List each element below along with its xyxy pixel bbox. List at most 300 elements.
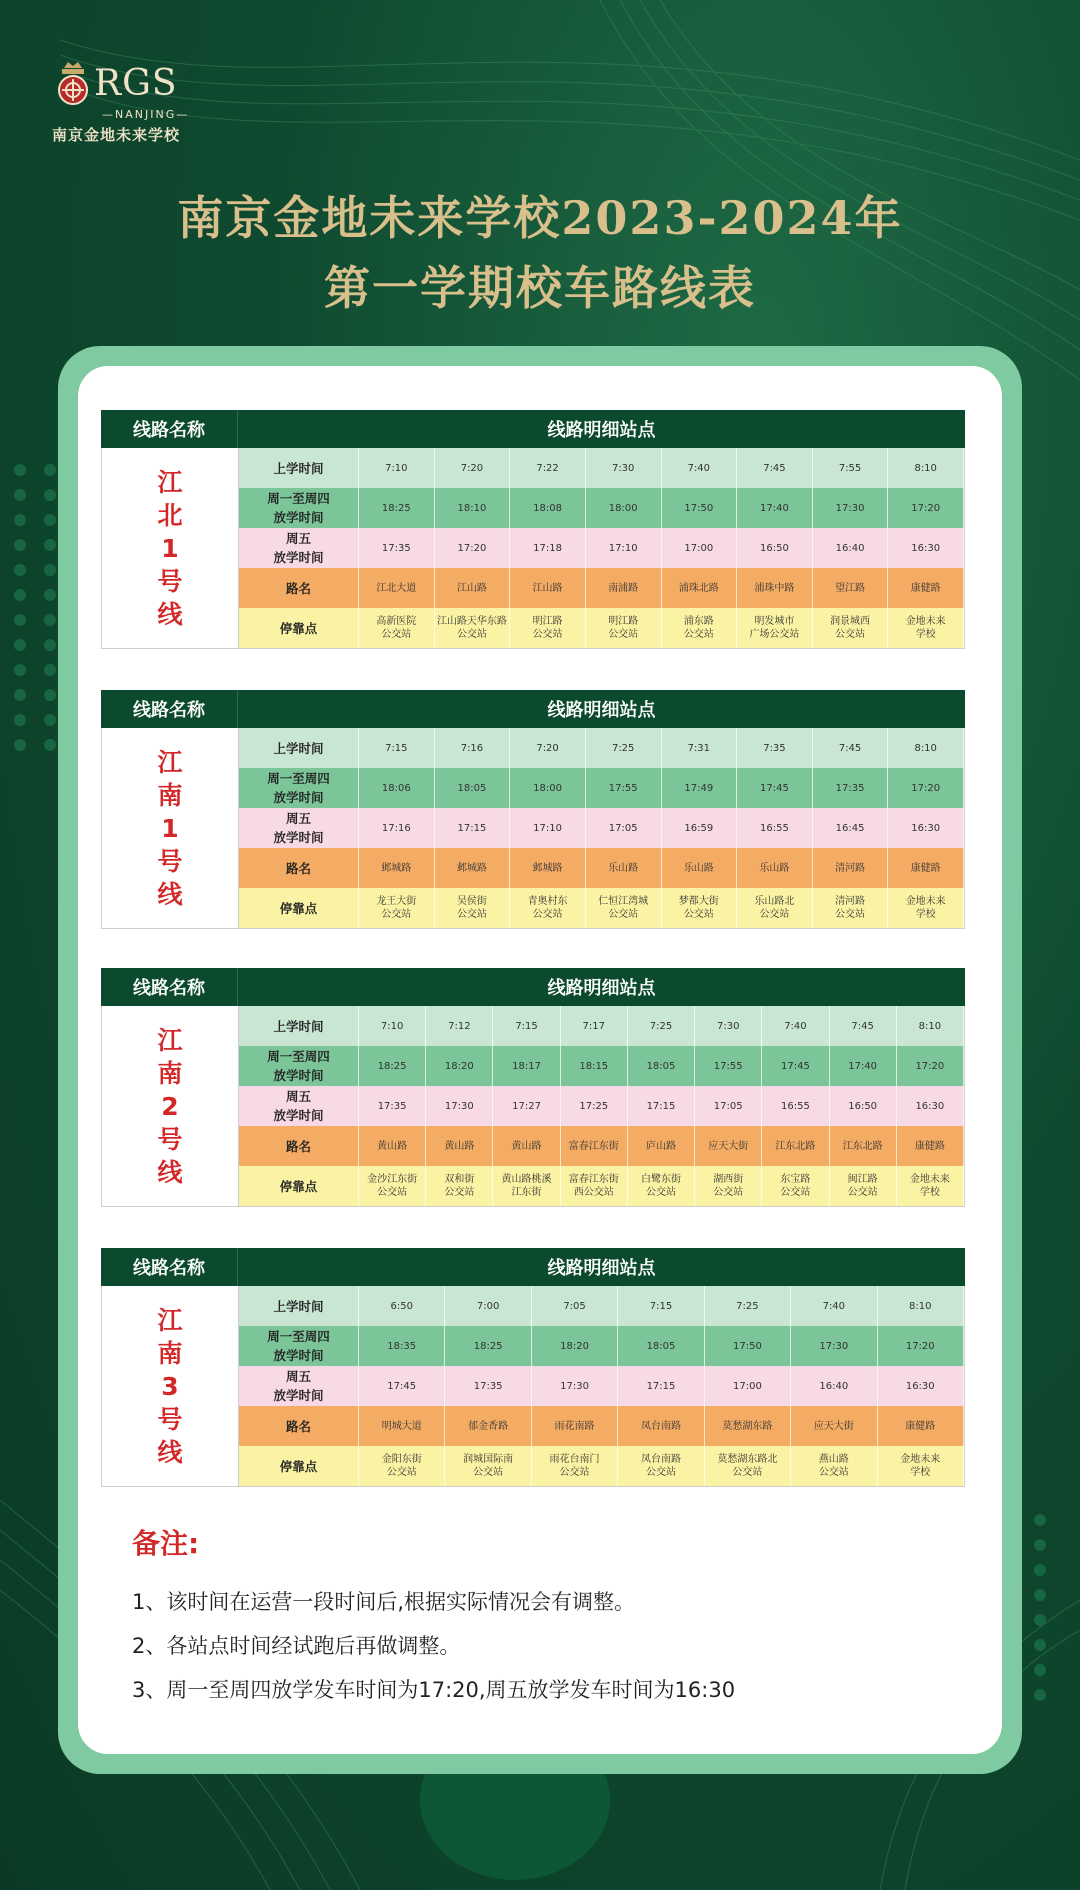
cell-line: 公交站 — [732, 1467, 763, 1478]
cell-stop — [695, 1166, 762, 1206]
row-label-text: 放学时间 — [273, 550, 324, 565]
cell-line: 清河路 — [835, 896, 866, 907]
cell-line: 学校 — [915, 909, 936, 920]
cell-up: 7:17 — [561, 1006, 628, 1046]
cell-up: 7:15 — [493, 1006, 560, 1046]
cell-up: 7:45 — [737, 448, 813, 488]
route-name-cell — [102, 728, 239, 928]
cell-road: 江北大道 — [359, 568, 435, 608]
cell-fr: 16:45 — [813, 808, 889, 848]
cell-line: 金沙江东街 — [367, 1174, 418, 1185]
cell-up: 7:55 — [813, 448, 889, 488]
cell-stop — [532, 1446, 618, 1486]
cell-fr: 17:35 — [359, 1086, 426, 1126]
cell-mt: 18:20 — [532, 1326, 618, 1366]
cell-stop — [435, 888, 511, 928]
cell-fr: 17:10 — [510, 808, 586, 848]
cell-line: 公交站 — [456, 629, 487, 640]
route-body — [101, 728, 965, 929]
cell-up: 7:15 — [359, 728, 435, 768]
cell-fr: 17:27 — [493, 1086, 560, 1126]
notes-title: 备注: — [132, 1527, 200, 1560]
cell-line: 公交站 — [835, 909, 866, 920]
cell-line: 金地未来 — [900, 1454, 941, 1465]
row-road — [239, 1406, 964, 1446]
route-header — [101, 410, 965, 448]
cell-road: 南浦路 — [586, 568, 662, 608]
cell-line: 浦东路 — [683, 616, 714, 627]
cell-up: 7:35 — [737, 728, 813, 768]
cell-fr: 17:05 — [586, 808, 662, 848]
cell-up: 8:10 — [878, 1286, 964, 1326]
route-table — [101, 968, 965, 1207]
cell-mt: 17:20 — [878, 1326, 964, 1366]
cell-fr: 17:18 — [510, 528, 586, 568]
cell-road: 乐山路 — [737, 848, 813, 888]
cell-stop — [813, 888, 889, 928]
logo-school-name: 南京金地未来学校 — [52, 126, 181, 144]
row-label-text: 路名 — [285, 1418, 311, 1434]
cell-up: 7:40 — [662, 448, 738, 488]
cell-line: 明江路 — [608, 616, 639, 627]
cell-up: 7:40 — [762, 1006, 829, 1046]
cell-line: 公交站 — [847, 1187, 878, 1198]
row-label — [239, 1406, 359, 1446]
cell-up: 7:40 — [791, 1286, 877, 1326]
row-label-text: 周五 — [285, 1089, 311, 1104]
cell-road: 应天大街 — [695, 1126, 762, 1166]
cell-fr: 16:40 — [791, 1366, 877, 1406]
row-road — [239, 568, 964, 608]
row-label-text: 周一至周四 — [267, 491, 330, 506]
cell-stop — [359, 888, 435, 928]
row-label — [239, 568, 359, 608]
cell-mt: 18:05 — [435, 768, 511, 808]
cell-line: 金地未来 — [905, 616, 946, 627]
cell-stop — [618, 1446, 704, 1486]
cell-road: 邺城路 — [510, 848, 586, 888]
route-header — [101, 690, 965, 728]
cell-fr: 17:35 — [359, 528, 435, 568]
cell-line: 凤台南路 — [640, 1454, 681, 1465]
cell-road: 邺城路 — [435, 848, 511, 888]
cell-road: 应天大街 — [791, 1406, 877, 1446]
row-label — [239, 1446, 359, 1486]
cell-stop — [737, 888, 813, 928]
cell-line: 公交站 — [456, 909, 487, 920]
route-body — [101, 448, 965, 649]
cell-road: 明城大道 — [359, 1406, 445, 1446]
cell-fr: 17:15 — [435, 808, 511, 848]
route-table — [101, 690, 965, 929]
cell-line: 公交站 — [444, 1187, 475, 1198]
row-label — [239, 808, 359, 848]
row-label-text: 周一至周四 — [267, 1329, 330, 1344]
cell-line: 仁恒江湾城 — [598, 896, 649, 907]
cell-line: 公交站 — [377, 1187, 408, 1198]
cell-mt: 17:30 — [813, 488, 889, 528]
header-route-name: 线路名称 — [101, 1248, 238, 1286]
cell-fr: 16:30 — [888, 528, 964, 568]
row-label-text: 周五 — [285, 811, 311, 826]
route-grid — [239, 728, 964, 928]
cell-road: 凤台南路 — [618, 1406, 704, 1446]
cell-line: 广场公交站 — [749, 629, 800, 640]
row-mt — [239, 768, 964, 808]
row-up — [239, 728, 964, 768]
cell-road: 江山路 — [435, 568, 511, 608]
cell-line: 公交站 — [835, 629, 866, 640]
row-label-text: 放学时间 — [273, 830, 324, 845]
cell-up: 7:45 — [830, 1006, 897, 1046]
cell-fr: 16:30 — [878, 1366, 964, 1406]
cell-mt: 17:49 — [662, 768, 738, 808]
cell-line: 莫愁湖东路北 — [717, 1454, 778, 1465]
row-stop — [239, 888, 964, 928]
cell-stop — [762, 1166, 829, 1206]
route-name: 江南3号线 — [157, 1305, 183, 1467]
cell-road: 乐山路 — [586, 848, 662, 888]
school-logo — [50, 60, 210, 150]
row-label — [239, 1006, 359, 1046]
cell-mt: 18:17 — [493, 1046, 560, 1086]
row-label-text: 放学时间 — [273, 790, 324, 805]
cell-mt: 18:25 — [445, 1326, 531, 1366]
note-item: 2、各站点时间经试跑后再做调整。 — [132, 1634, 461, 1658]
cell-line: 公交站 — [683, 629, 714, 640]
row-label-text: 周五 — [285, 1369, 311, 1384]
cell-fr: 16:55 — [762, 1086, 829, 1126]
cell-line: 金地未来 — [905, 896, 946, 907]
header-route-detail: 线路明细站点 — [547, 700, 656, 721]
cell-stop — [561, 1166, 628, 1206]
row-label-text: 上学时间 — [273, 740, 324, 756]
row-label-text: 放学时间 — [273, 1108, 324, 1123]
cell-stop — [493, 1166, 560, 1206]
row-up — [239, 1286, 964, 1326]
cell-road: 康健路 — [888, 568, 964, 608]
cell-line: 公交站 — [818, 1467, 849, 1478]
route-name: 江南2号线 — [157, 1025, 183, 1187]
cell-up: 7:31 — [662, 728, 738, 768]
cell-line: 公交站 — [473, 1467, 504, 1478]
cell-line: 公交站 — [386, 1467, 417, 1478]
cell-mt: 18:06 — [359, 768, 435, 808]
cell-fr: 17:30 — [532, 1366, 618, 1406]
cell-line: 金阳东街 — [381, 1454, 422, 1465]
cell-stop — [791, 1446, 877, 1486]
cell-fr: 16:50 — [737, 528, 813, 568]
row-mt — [239, 1046, 964, 1086]
cell-stop — [705, 1446, 791, 1486]
cell-mt: 17:45 — [762, 1046, 829, 1086]
route-name-cell — [102, 1006, 239, 1206]
cell-road: 乐山路 — [662, 848, 738, 888]
row-label — [239, 768, 359, 808]
cell-road: 郁金香路 — [445, 1406, 531, 1446]
cell-up: 8:10 — [897, 1006, 964, 1046]
row-up — [239, 448, 964, 488]
row-label — [239, 1286, 359, 1326]
cell-line: 明江路 — [532, 616, 563, 627]
row-mt — [239, 488, 964, 528]
cell-stop — [628, 1166, 695, 1206]
cell-line: 东宝路 — [780, 1174, 811, 1185]
cell-road: 清河路 — [813, 848, 889, 888]
cell-line: 学校 — [910, 1467, 931, 1478]
cell-up: 7:12 — [426, 1006, 493, 1046]
row-mt — [239, 1326, 964, 1366]
cell-fr: 17:45 — [359, 1366, 445, 1406]
cell-stop — [888, 608, 964, 648]
cell-up: 7:20 — [510, 728, 586, 768]
cell-stop — [830, 1166, 897, 1206]
row-stop — [239, 1166, 964, 1206]
cell-road: 康健路 — [888, 848, 964, 888]
cell-fr: 17:35 — [445, 1366, 531, 1406]
cell-line: 公交站 — [780, 1187, 811, 1198]
cell-line: 学校 — [915, 629, 936, 640]
cell-line: 西公交站 — [573, 1187, 614, 1198]
cell-line: 公交站 — [645, 1467, 676, 1478]
cell-up: 7:10 — [359, 448, 435, 488]
cell-fr: 16:59 — [662, 808, 738, 848]
cell-line: 江山路天华东路 — [436, 616, 507, 627]
cell-road: 富春江东街 — [561, 1126, 628, 1166]
row-up — [239, 1006, 964, 1046]
cell-mt: 17:35 — [813, 768, 889, 808]
route-name: 江南1号线 — [157, 747, 183, 909]
cell-line: 公交站 — [645, 1187, 676, 1198]
row-fr — [239, 808, 964, 848]
cell-up: 7:10 — [359, 1006, 426, 1046]
cell-mt: 18:00 — [586, 488, 662, 528]
cell-mt: 17:50 — [662, 488, 738, 528]
cell-line: 湖西街 — [713, 1174, 744, 1185]
route-grid — [239, 448, 964, 648]
cell-up: 7:16 — [435, 728, 511, 768]
cell-mt: 17:20 — [888, 488, 964, 528]
cell-stop — [813, 608, 889, 648]
cell-line: 白鹭东街 — [640, 1174, 681, 1185]
cell-mt: 18:35 — [359, 1326, 445, 1366]
cell-mt: 17:55 — [695, 1046, 762, 1086]
cell-stop — [359, 1166, 426, 1206]
cell-fr: 16:30 — [888, 808, 964, 848]
cell-fr: 17:25 — [561, 1086, 628, 1126]
route-grid — [239, 1286, 964, 1486]
row-label-text: 停靠点 — [279, 900, 318, 916]
cell-mt: 18:08 — [510, 488, 586, 528]
cell-road: 黄山路 — [359, 1126, 426, 1166]
cell-stop — [888, 888, 964, 928]
cell-road: 望江路 — [813, 568, 889, 608]
row-label-text: 停靠点 — [279, 620, 318, 636]
cell-up: 7:20 — [435, 448, 511, 488]
row-fr — [239, 1086, 964, 1126]
row-label-text: 上学时间 — [273, 1018, 324, 1034]
cell-mt: 18:05 — [618, 1326, 704, 1366]
row-label — [239, 448, 359, 488]
cell-line: 公交站 — [608, 909, 639, 920]
cell-mt: 18:25 — [359, 1046, 426, 1086]
cell-stop — [737, 608, 813, 648]
cell-line: 公交站 — [713, 1187, 744, 1198]
row-label — [239, 848, 359, 888]
row-label-text: 路名 — [285, 1138, 311, 1154]
cell-up: 8:10 — [888, 448, 964, 488]
cell-mt: 18:10 — [435, 488, 511, 528]
cell-line: 公交站 — [532, 629, 563, 640]
cell-stop — [510, 608, 586, 648]
cell-line: 公交站 — [381, 909, 412, 920]
crest-icon — [56, 60, 90, 116]
cell-fr: 17:15 — [618, 1366, 704, 1406]
cell-line: 青奥村东 — [527, 896, 568, 907]
cell-mt: 17:20 — [897, 1046, 964, 1086]
cell-road: 黄山路 — [426, 1126, 493, 1166]
cell-line: 公交站 — [683, 909, 714, 920]
row-label-text: 停靠点 — [279, 1178, 318, 1194]
row-label-text: 放学时间 — [273, 1068, 324, 1083]
notes-section — [132, 1522, 735, 1712]
route-header — [101, 968, 965, 1006]
cell-line: 公交站 — [608, 629, 639, 640]
route-name-cell — [102, 1286, 239, 1486]
note-item: 1、该时间在运营一段时间后,根据实际情况会有调整。 — [132, 1590, 636, 1614]
row-label — [239, 1046, 359, 1086]
cell-mt: 17:30 — [791, 1326, 877, 1366]
cell-fr: 17:15 — [628, 1086, 695, 1126]
cell-fr: 16:50 — [830, 1086, 897, 1126]
row-road — [239, 1126, 964, 1166]
cell-road: 浦珠北路 — [662, 568, 738, 608]
cell-stop — [359, 608, 435, 648]
cell-fr: 17:05 — [695, 1086, 762, 1126]
cell-fr: 16:30 — [897, 1086, 964, 1126]
cell-up: 8:10 — [888, 728, 964, 768]
route-body — [101, 1006, 965, 1207]
cell-mt: 17:20 — [888, 768, 964, 808]
cell-up: 7:25 — [705, 1286, 791, 1326]
cell-stop — [510, 888, 586, 928]
cell-mt: 18:00 — [510, 768, 586, 808]
route-header — [101, 1248, 965, 1286]
cell-fr: 17:30 — [426, 1086, 493, 1126]
cell-up: 7:45 — [813, 728, 889, 768]
row-label — [239, 488, 359, 528]
row-label-text: 上学时间 — [273, 460, 324, 476]
cell-line: 高新医院 — [376, 616, 417, 627]
cell-up: 7:30 — [695, 1006, 762, 1046]
cell-stop — [586, 608, 662, 648]
cell-line: 公交站 — [759, 909, 790, 920]
cell-line: 龙王大街 — [376, 896, 417, 907]
header-route-detail: 线路明细站点 — [547, 1258, 656, 1279]
cell-mt: 17:50 — [705, 1326, 791, 1366]
cell-mt: 18:05 — [628, 1046, 695, 1086]
row-road — [239, 848, 964, 888]
route-grid — [239, 1006, 964, 1206]
cell-line: 富春江东街 — [568, 1174, 619, 1185]
row-label-text: 路名 — [285, 860, 311, 876]
route-name-cell — [102, 448, 239, 648]
cell-road: 江东北路 — [830, 1126, 897, 1166]
header-route-detail: 线路明细站点 — [547, 420, 656, 441]
cell-stop — [435, 608, 511, 648]
cell-up: 6:50 — [359, 1286, 445, 1326]
row-label-text: 放学时间 — [273, 1388, 324, 1403]
cell-up: 7:30 — [586, 448, 662, 488]
cell-mt: 17:55 — [586, 768, 662, 808]
cell-line: 吴侯街 — [456, 896, 487, 907]
page-title: 南京金地未来学校2023-2024年 — [177, 191, 903, 245]
row-label-text: 路名 — [285, 580, 311, 596]
cell-fr: 17:10 — [586, 528, 662, 568]
row-label-text: 放学时间 — [273, 1348, 324, 1363]
cell-road: 康健路 — [878, 1406, 964, 1446]
cell-line: 燕山路 — [818, 1454, 849, 1465]
cell-up: 7:05 — [532, 1286, 618, 1326]
row-label-text: 周一至周四 — [267, 1049, 330, 1064]
cell-stop — [662, 608, 738, 648]
row-label-text: 放学时间 — [273, 510, 324, 525]
cell-line: 乐山路北 — [754, 896, 795, 907]
page-subtitle: 第一学期校车路线表 — [324, 261, 756, 315]
row-label — [239, 528, 359, 568]
cell-line: 双和街 — [444, 1174, 475, 1185]
cell-line: 雨花台南门 — [549, 1454, 600, 1465]
cell-line: 金地未来 — [909, 1174, 950, 1185]
row-label-text: 停靠点 — [279, 1458, 318, 1474]
cell-line: 明发城市 — [754, 616, 795, 627]
header-route-name: 线路名称 — [101, 690, 238, 728]
cell-road: 江东北路 — [762, 1126, 829, 1166]
cell-up: 7:25 — [586, 728, 662, 768]
cell-road: 康健路 — [897, 1126, 964, 1166]
cell-line: 黄山路桃溪 — [501, 1174, 552, 1185]
logo-brand: RGS — [94, 63, 178, 104]
logo-city: —NANJING— — [102, 108, 190, 121]
row-stop — [239, 608, 964, 648]
row-label — [239, 608, 359, 648]
row-label — [239, 1366, 359, 1406]
cell-fr: 17:00 — [705, 1366, 791, 1406]
row-label — [239, 1166, 359, 1206]
row-stop — [239, 1446, 964, 1486]
route-body — [101, 1286, 965, 1487]
route-table — [101, 1248, 965, 1487]
cell-road: 江山路 — [510, 568, 586, 608]
row-fr — [239, 528, 964, 568]
cell-line: 公交站 — [381, 629, 412, 640]
note-item: 3、周一至周四放学发车时间为17:20,周五放学发车时间为16:30 — [132, 1678, 736, 1702]
cell-mt: 17:40 — [830, 1046, 897, 1086]
route-table — [101, 410, 965, 649]
cell-road: 莫愁湖东路 — [705, 1406, 791, 1446]
row-label — [239, 1326, 359, 1366]
cell-mt: 17:45 — [737, 768, 813, 808]
cell-up: 7:15 — [618, 1286, 704, 1326]
cell-line: 梦都大街 — [678, 896, 719, 907]
cell-mt: 17:40 — [737, 488, 813, 528]
cell-up: 7:25 — [628, 1006, 695, 1046]
cell-mt: 18:15 — [561, 1046, 628, 1086]
cell-stop — [359, 1446, 445, 1486]
header-route-name: 线路名称 — [101, 968, 238, 1006]
cell-line: 闽江路 — [847, 1174, 878, 1185]
cell-line: 江东街 — [511, 1187, 542, 1198]
